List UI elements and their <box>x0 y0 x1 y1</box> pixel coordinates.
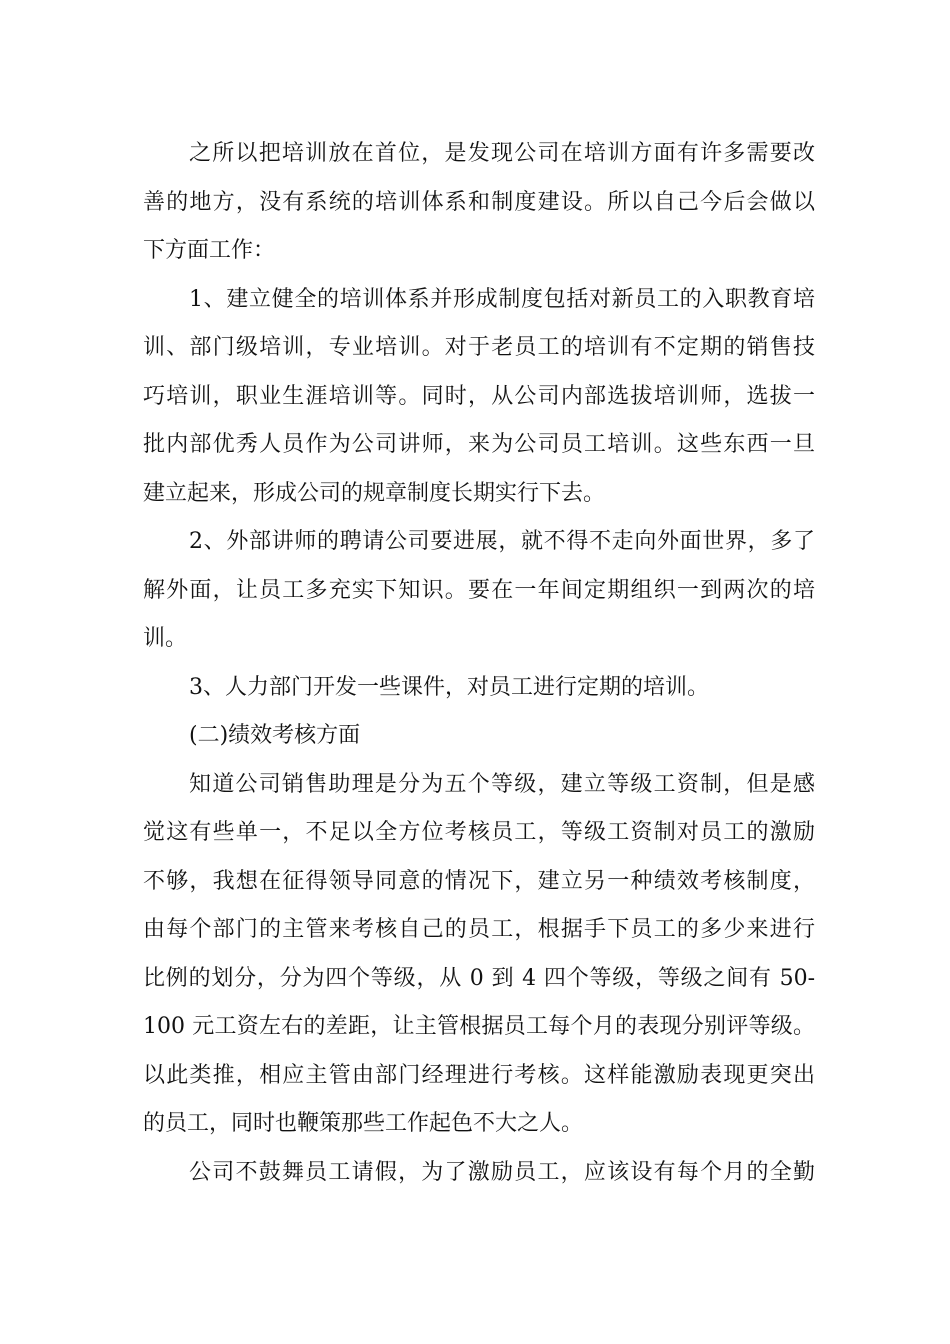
text-line: 训。 <box>143 626 188 651</box>
text-line: 1、建立健全的培训体系并形成制度包括对新员工的入职教育培 <box>189 286 815 312</box>
text-line: 训、部门级培训，专业培训。对于老员工的培训有不定期的销售技 <box>143 335 815 360</box>
text-line: 建立起来，形成公司的规章制度长期实行下去。 <box>143 480 606 506</box>
text-line: 觉这有些单一，不足以全方位考核员工，等级工资制对员工的激励 <box>143 820 815 845</box>
text-line: 100 元工资左右的差距，让主管根据员工每个月的表现分别评等级。 <box>143 1014 815 1039</box>
text-line: 知道公司销售助理是分为五个等级，建立等级工资制，但是感 <box>189 771 815 797</box>
text-line: 下方面工作： <box>143 238 276 263</box>
text-line: 之所以把培训放在首位，是发现公司在培训方面有许多需要改 <box>189 141 815 166</box>
text-line: 的员工，同时也鞭策那些工作起色不大之人。 <box>143 1111 584 1136</box>
text-line: 2、外部讲师的聘请公司要进展，就不得不走向外面世界，多了 <box>189 529 815 554</box>
text-line: (二)绩效考核方面 <box>189 723 361 748</box>
text-line: 3、人力部门开发一些课件，对员工进行定期的培训。 <box>189 674 709 700</box>
text-line: 解外面，让员工多充实下知识。要在一年间定期组织一到两次的培 <box>143 577 815 603</box>
text-line: 批内部优秀人员作为公司讲师，来为公司员工培训。这些东西一旦 <box>143 432 815 457</box>
text-line: 巧培训，职业生涯培训等。同时，从公司内部选拔培训师，选拔一 <box>143 383 815 409</box>
document-body <box>143 130 815 1197</box>
text-line: 公司不鼓舞员工请假，为了激励员工，应该设有每个月的全勤 <box>189 1159 815 1185</box>
text-line: 不够，我想在征得领导同意的情况下，建立另一种绩效考核制度， <box>143 868 815 894</box>
text-line: 比例的划分，分为四个等级，从 0 到 4 四个等级，等级之间有 50- <box>143 965 815 991</box>
text-line: 以此类推，相应主管由部门经理进行考核。这样能激励表现更突出 <box>143 1062 815 1088</box>
text-line: 由每个部门的主管来考核自己的员工，根据手下员工的多少来进行 <box>143 917 815 942</box>
text-line: 善的地方，没有系统的培训体系和制度建设。所以自己今后会做以 <box>143 189 815 215</box>
